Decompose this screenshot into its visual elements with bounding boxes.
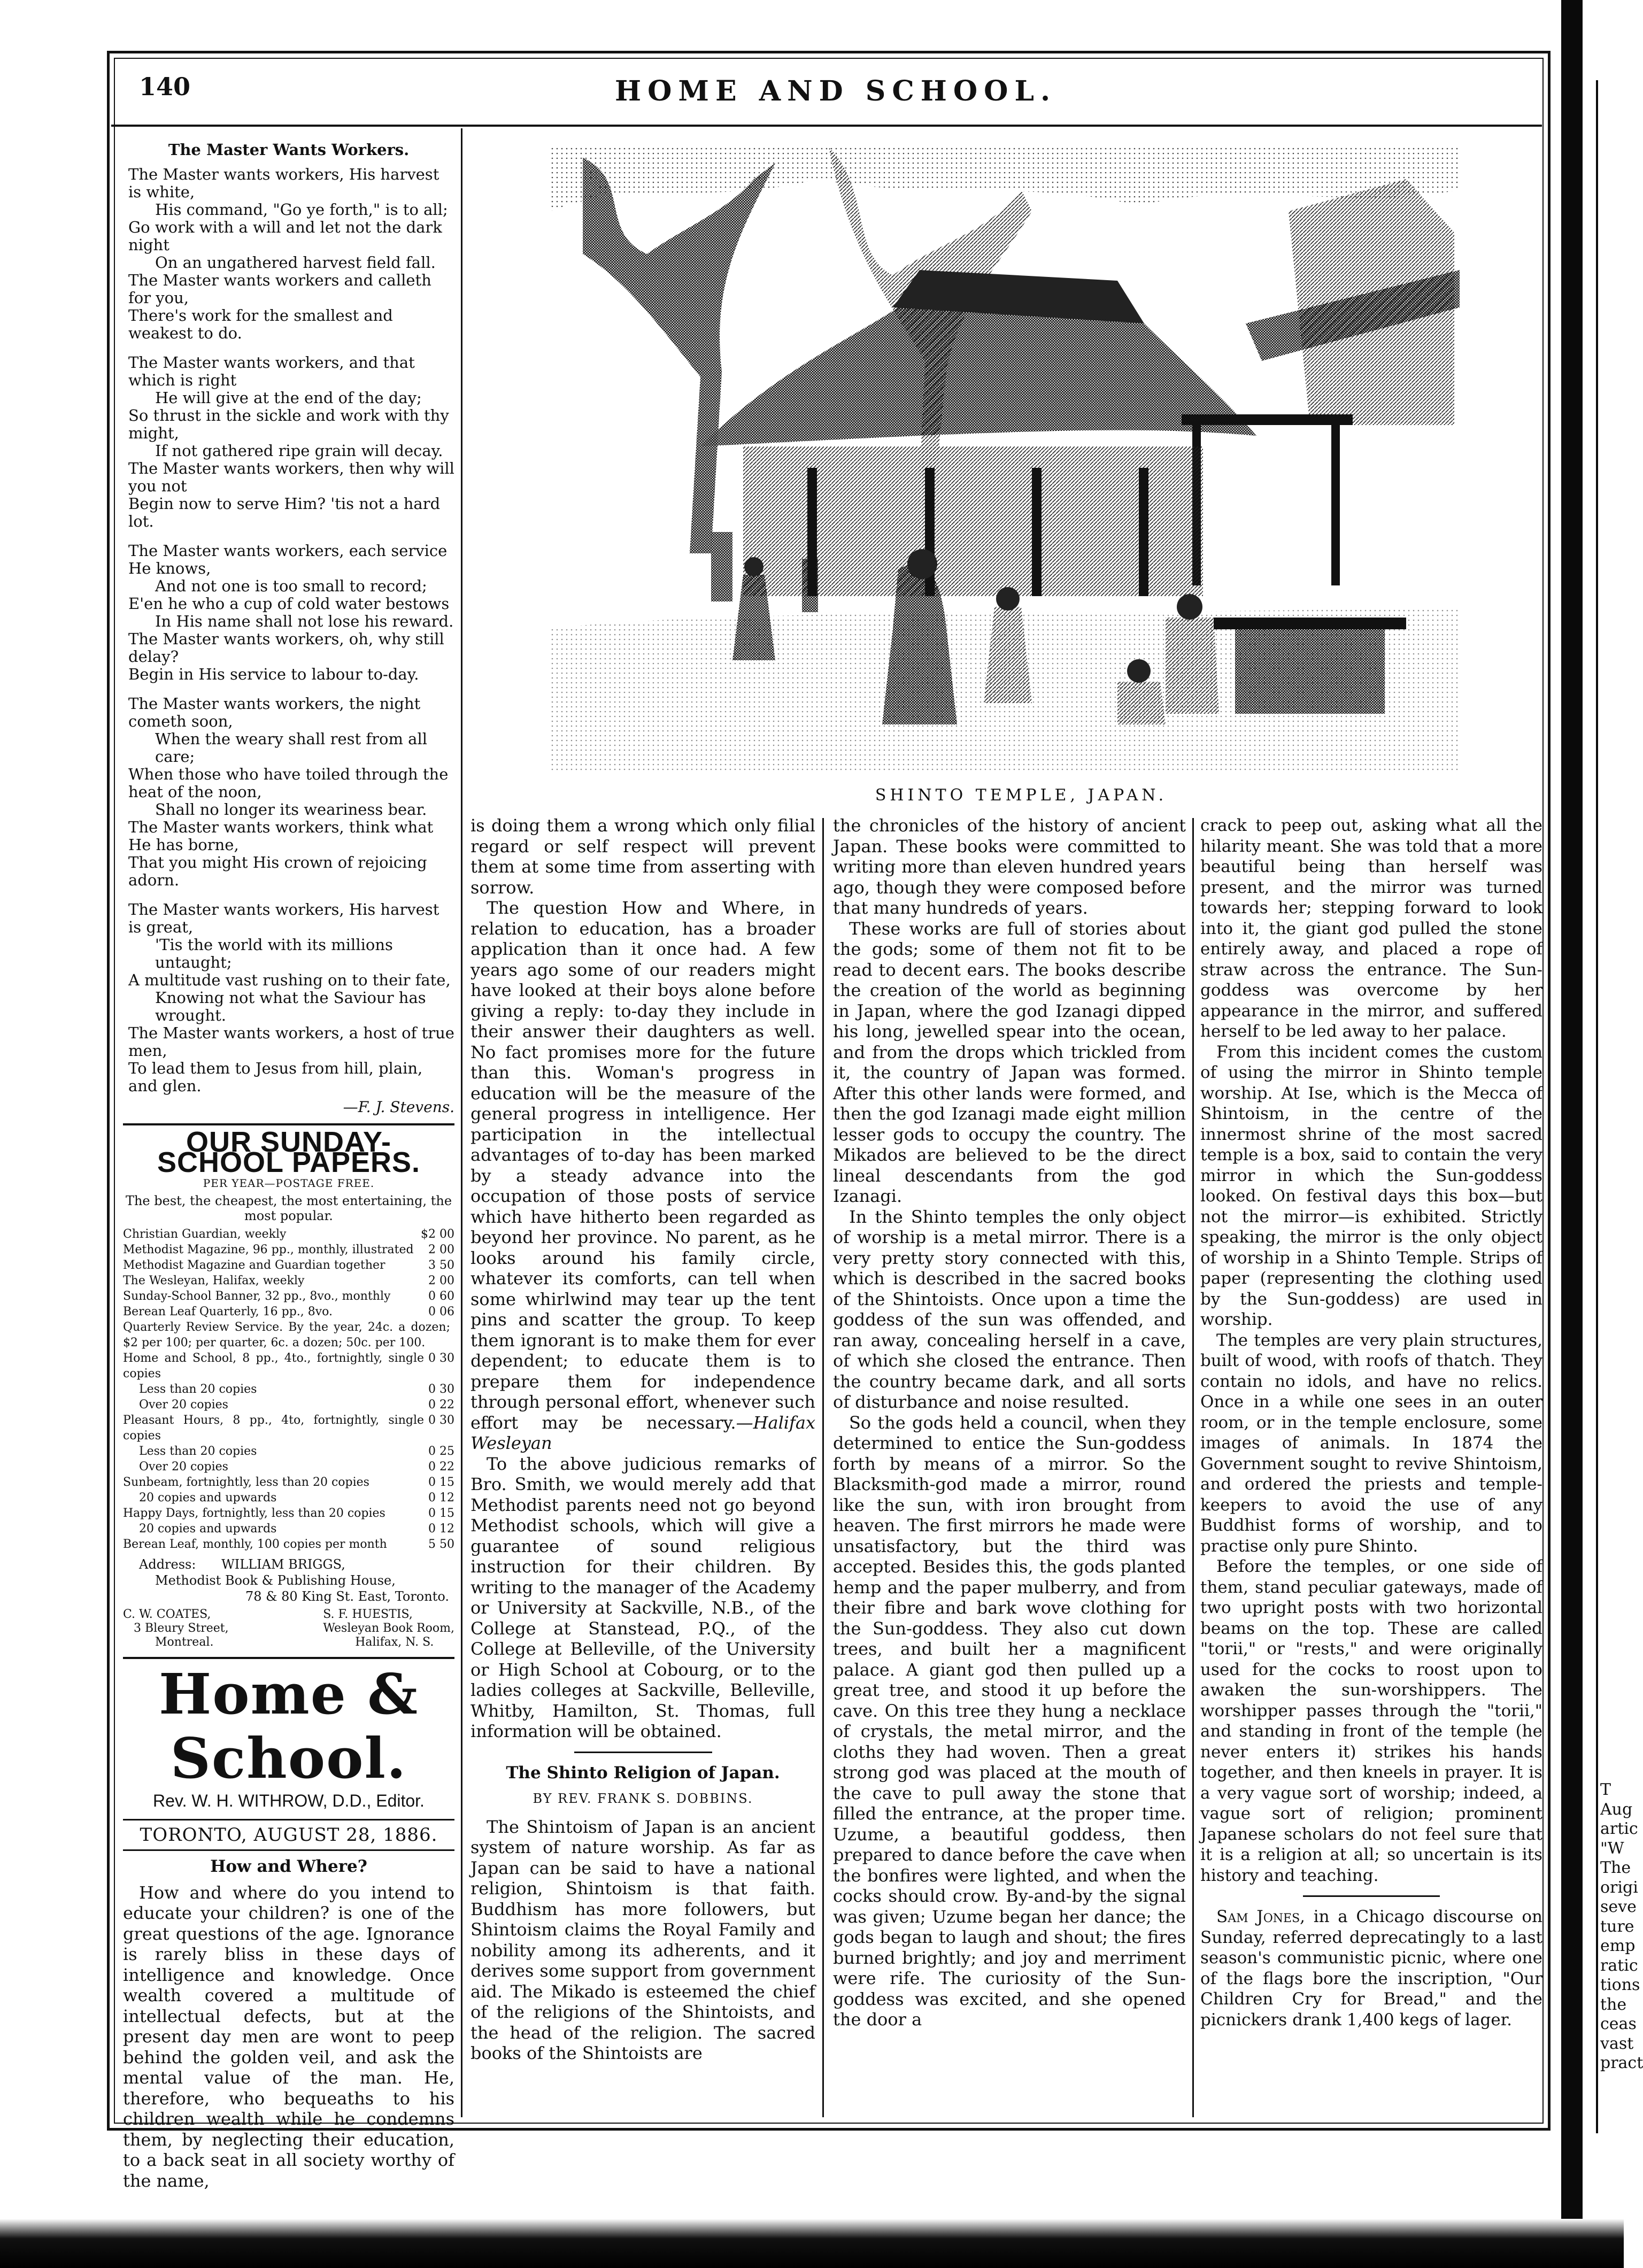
stone-lantern [711,532,732,601]
article-paragraph: the chronicles of the history of ancient Japan. These books were committed to writing more than eleven hundred years ago, though they were composed before that many hundreds of years. [833,815,1186,918]
price-row: Over 20 copies 0 22 [139,1398,454,1411]
fourth-column [1200,815,1542,2030]
price-row: Home and School, 8 pp., 4to., fortnightly, single copies 0 30 [123,1352,454,1380]
section-rule [123,1849,454,1851]
poem-stanza: The Master wants workers, each service He knows, And not one is too small to record; E'en he who a cup of cold water bestows In His name shall not lose his reward. The Master wants workers, oh, why still delay? Begin in His service to labour to-day. [128,541,454,683]
column-rule-2 [822,818,824,2117]
article-title-shinto: The Shinto Religion of Japan. [506,1763,780,1783]
header-rule [111,125,1542,127]
article-paragraph: is doing them a wrong which only filial regard or self respect will prevent them at some time from asserting with sorrow. [470,815,815,898]
column-rule-3 [1192,818,1194,2117]
price-row: Pleasant Hours, 8 pp., 4to, fortnightly, single copies 0 30 [123,1414,454,1442]
poem-stanza: The Master wants workers, the night cometh soon, When the weary shall rest from all care; When those who have toiled through the heat of the noon, Shall no longer its weariness bear. The Master wants workers, think what He has borne, That you might His crown of rejoicing adorn. [128,694,449,889]
article-paragraph: So the gods held a council, when they determined to entice the Sun-goddess forth by means of a mirror. So the Blacksmith-god made a mirror, round like the sun, with iron brought from heaven. The first mirrors he made were unsatisfactory, but the third was accepted. Besides this, the gods planted hemp and the paper mulberry, and from their fibre and bark wove clothing for the Sun-goddess. They also cut down trees, and built her a magnificent palace. A giant god then pulled up a great tree, and stood it up before the cave. On this tree they hung a necklace of crystals, the metal mirror, and the cloths they had woven. Then a great strong god was placed at the mouth of the cave to pull away the stone that filled the entrance, at the proper time. Uzume, a beautiful goddess, then prepared to dance before the cave when the bonfires were lighted, and when the cocks should crow. By-and-by the signal was given; Uzume began her dance; the gods began to laugh and shout; the fires burned brightly; and joy and merriment were rife. The curiosity of the Sun-goddess was excited, and she opened the door a [833,1412,1186,2030]
article-paragraph: To the above judicious remarks of Bro. Smith, we would merely add that Methodist parents need not go beyond Methodist schools, which will give a guarantee of sound religious instruction for their children. By writing to the manager of the Academy or University at Sackville, N.B., of the College at Stanstead, P.Q., of the College at Belleville, of the University or High School at Cobourg, or to the ladies colleges at Sackville, Belleville, Whitby, Hamilton, St. Thomas, full information will be obtained. [470,1453,815,1741]
palanquin [1235,628,1385,714]
masthead-date: TORONTO, AUGUST 28, 1886. [140,1824,438,1846]
article-paragraph: crack to peep out, asking what all the hilarity meant. She was told that a more beautiful being than herself was present, and the mirror was turned towards her; stepping forward to look into it, the giant god pulled the stone entirely away, and placed a rope of straw across the entrance. The Sun-goddess was overcome by her appearance in the mirror, and suffered herself to be led away to her palace. [1200,816,1542,1041]
publisher-address: Address: WILLIAM BRIGGS, Methodist Book & Publishing House, 78 & 80 King St. East, Toronto. C. W. COATES, 3 Bleury Street, Montreal. S. F. HUESTIS, Wesleyan Book Room, Halifax, N. S. [123,1557,454,1649]
papers-intro: The best, the cheapest, the most entertaining, the most popular. [125,1193,452,1223]
newspaper-title: HOME AND SCHOOL. [615,75,1057,107]
agent-montreal: C. W. COATES, 3 Bleury Street, Montreal. [123,1608,229,1649]
article-paragraph: From this incident comes the custom of using the mirror in Shinto temple worship. At Ise, which is the Mecca of Shintoism, in the centre of the innermost shrine of the most sacred temple is a box, said to contain the very mirror in which the Sun-goddess looked. On festival days this box—but not the mirror—is exhibited. Strictly speaking, the mirror is the only object of worship in a Shinto Temple. Strips of paper (representing the clothing used by the Sun-goddess) are used in worship. [1200,1042,1542,1329]
section-rule [123,1657,454,1659]
article-paragraph: These works are full of stories about the gods; some of them not fit to be read to decent ears. The books describe the creation of the world as beginning in Japan, where the god Izanagi dipped his long, jewelled spear into the ocean, and from the drops which trickled from it, the country of Japan was formed. After this other lands were formed, and then the god Izanagi made eight million lesser gods to occupy the country. The Mikados are believed to be the direct lineal descendants from the god Izanagi. [833,918,1186,1206]
article-paragraph: In the Shinto temples the only object of worship is a metal mirror. There is a very pretty story connected with this, which is described in the sacred books of the Shintoists. Once upon a time the goddess of the sun was offended, and ran away, concealing herself in a cave, of which she closed the entrance. Then the country became dark, and all sorts of disturbance and noise resulted. [833,1206,1186,1412]
scan-edge-bottom [0,2219,1624,2268]
agent-halifax: S. F. HUESTIS, Wesleyan Book Room, Halifax, N. S. [323,1608,454,1649]
poem-stanza: The Master wants workers, His harvest is white, His command, "Go ye forth," is to all; Go work with a will and let not the dark night On an ungathered harvest field fall. The Master wants workers and calleth for you, There's work for the smallest and weakest to do. [128,165,448,342]
section-rule [123,1819,454,1820]
left-column [123,136,454,2191]
price-row: Less than 20 copies 0 30 [139,1383,454,1396]
price-row: Sunbeam, fortnightly, less than 20 copies 0 15 [123,1476,454,1489]
price-row: 20 copies and upwards 0 12 [139,1491,454,1505]
price-row: Happy Days, fortnightly, less than 20 copies 0 15 [123,1507,454,1520]
price-row: Sunday-School Banner, 32 pp., 8vo., monthly 0 60 [123,1290,454,1303]
price-row: Methodist Magazine and Guardian together 3 50 [123,1259,454,1272]
masthead-editor: Rev. W. H. WITHROW, D.D., Editor. [153,1791,425,1810]
column-rule-1 [461,128,462,2117]
scan-edge-right [1561,0,1583,2268]
article-paragraph: Before the temples, or one side of them, stand peculiar gateways, made of two upright posts with two horizontal beams on the top. These are called "torii," or "rests," and were originally used for the cocks to roost upon to awaken the sun-worshippers. The worshipper passes through the "torii," and standing in front of the temple (he never enters it) strikes his hands together, and then kneels in prayer. It is a very vague sort of worship; indeed, a vague sort of religion; prominent Japanese scholars do not feel sure that it is a religion at all; so uncertain is its history and teaching. [1200,1557,1542,1885]
article-divider [574,1752,712,1753]
papers-price-list [123,1226,454,1552]
poem-stanza: The Master wants workers, His harvest is great, 'Tis the world with its millions untaught; A multitude vast rushing on to their fate, Knowing not what the Saviour has wrought. The Master wants workers, a host of true men, To lead them to Jesus from hill, plain, and glen. [128,900,454,1095]
poem-signature: —F. J. Stevens. [343,1098,454,1116]
price-row: Methodist Magazine, 96 pp., monthly, illustrated 2 00 [123,1243,454,1256]
price-row: Quarterly Review Service. By the year, 24c. a dozen; $2 per 100; per quarter, 6c. a dozen; 50c. per 100. [123,1321,450,1349]
article-paragraph: The Shintoism of Japan is an ancient system of nature worship. As far as Japan can be said to have a national religion, Shintoism is that faith. Buddhism has more followers, but Shintoism claims the Royal Family and nobility among its adherents, and it derives some support from government aid. The Mikado is esteemed the chief of the religions of the Shintoists, and the head of the religion. The sacred books of the Shintoists are [470,1816,815,2063]
papers-subtitle: PER YEAR—POSTAGE FREE. [203,1176,375,1190]
papers-title: OUR SUNDAY-SCHOOL PAPERS. [157,1125,421,1178]
shinto-temple-engraving [551,147,1460,773]
price-row: Less than 20 copies 0 25 [139,1445,454,1458]
next-page-fragment: T Aug artic "W The origi seve ture emp ratic tions the ceas vast pract [1600,1780,1643,2072]
page-number: 140 [139,72,191,101]
article-paragraph: How and where do you intend to educate your children? is one of the great questions of the age. Ignorance is rarely bliss in these days of intelligence and knowledge. Once wealth covered a multitude of intellectual defects, but at the present day men are wont to peep behind the golden veil, and ask the mental value of the man. He, therefore, who bequeaths to his children wealth while he condemns them, by neglecting their education, to a back seat in all society worthy of the name, [123,1882,454,2191]
section-rule [123,1123,454,1125]
poem-title: The Master Wants Workers. [168,141,410,159]
news-item-sam-jones: Sam Jones, in a Chicago discourse on Sunday, referred deprecatingly to a last season's communistic picnic, where one of the flags bore the inscription, "Our Children Cry for Bread," and the picnickers drank 1,400 kegs of lager. [1200,1907,1543,2030]
illustration-caption: SHINTO TEMPLE, JAPAN. [875,786,1168,805]
price-row: 20 copies and upwards 0 12 [139,1522,454,1536]
article-paragraph: The question How and Where, in relation to education, has a broader application than it once had. A few years ago some of our readers might have looked at their boys alone before giving a reply: to-day they include in their answer their daughters as well. No fact promises more for the future than this. Woman's progress in education will be the measure of the general progress in intelligence. Her participation in the intellectual advantages of to-day has been marked by a steady advance into the occupation of those posts of service which have hitherto been regarded as beyond her province. No parent, as he looks around his family circle, whatever its comforts, can tell when some whirlwind may tear up the tent pins and scatter the group. To keep them ignorant is to make them for ever dependent; to educate them is to prepare them for independence through personal effort, whenever such effort may be necessary.—Halifax Wesleyan [470,898,815,1453]
article-byline: BY REV. FRANK S. DOBBINS. [533,1791,753,1806]
price-row: Berean Leaf, monthly, 100 copies per month 5 50 [123,1538,454,1551]
poem-body [123,166,454,1116]
poem-stanza: The Master wants workers, and that which is right He will give at the end of the day; So thrust in the sickle and work with thy might, If not gathered ripe grain will decay. The Master wants workers, then why will you not Begin now to serve Him? 'tis not a hard lot. [128,353,454,530]
figure-bearers [1166,618,1219,714]
article-title-how-where: How and Where? [210,1857,367,1876]
article-paragraph: The temples are very plain structures, built of wood, with roofs of thatch. They contain no idols, and have no relics. Once in a while one sees in an outer room, or in the temple enclosure, some images of animals. In 1874 the Government sought to revive Shintoism, and ordered the priests and temple-keepers to avoid the use of any Buddhist forms of worship, and to practise only pure Shinto. [1200,1330,1542,1556]
price-row: Christian Guardian, weekly $2 00 [123,1228,454,1241]
article-divider [1303,1895,1440,1897]
price-row: Berean Leaf Quarterly, 16 pp., 8vo. 0 06 [123,1305,454,1318]
price-row: Over 20 copies 0 22 [139,1460,454,1474]
next-page-frame [1596,80,1598,2133]
second-column [470,815,815,2064]
third-column [833,815,1186,2030]
masthead-title: Home & School. [159,1661,419,1791]
price-row: The Wesleyan, Halifax, weekly 2 00 [123,1274,454,1287]
